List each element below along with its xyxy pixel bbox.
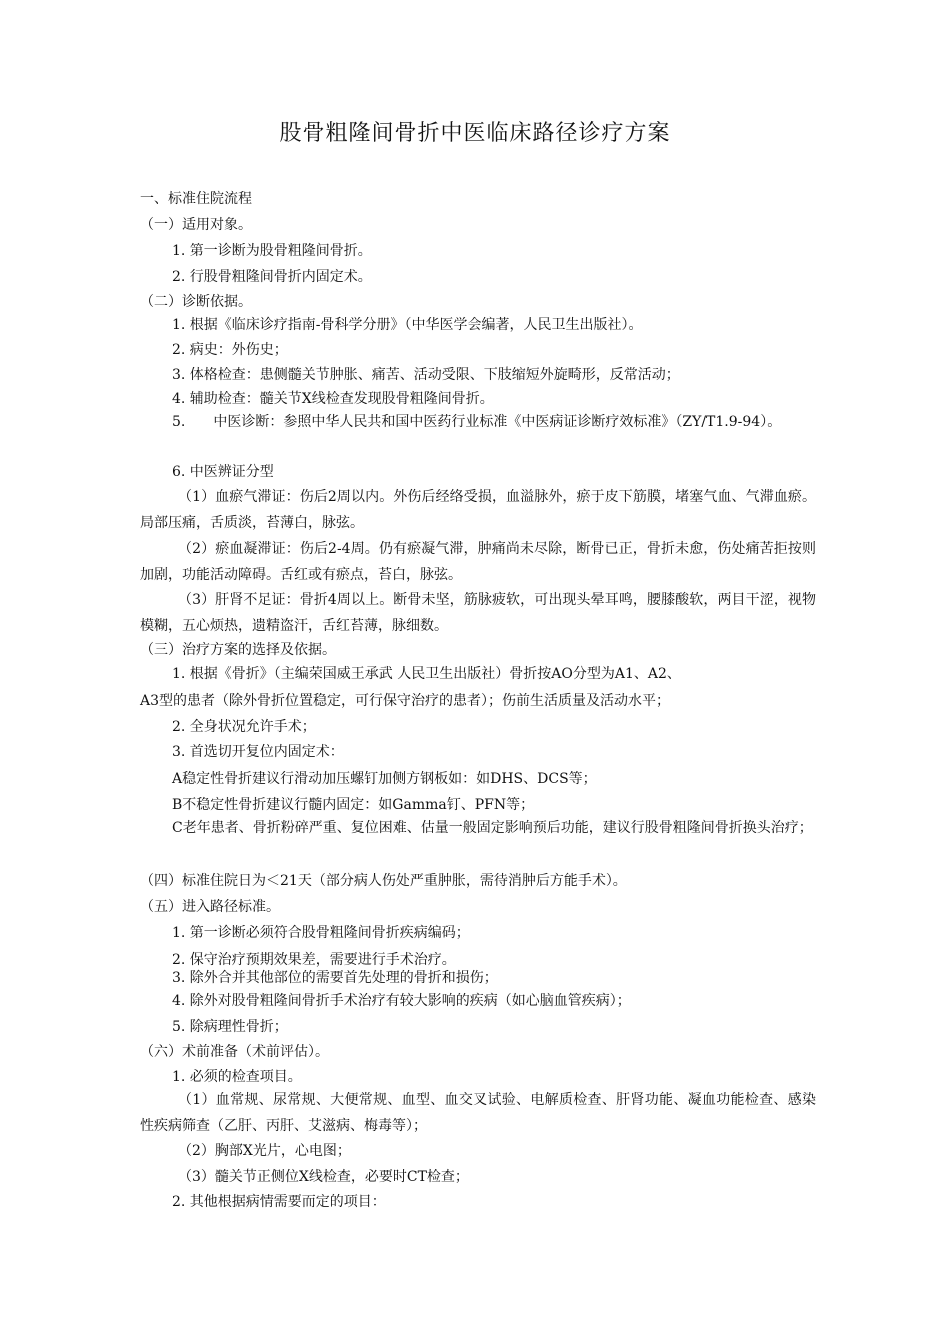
paragraph: （2）瘀血凝滞证：伤后2-4周。仍有瘀凝气滞，肿痛尚未尽除，断骨已正，骨折未愈，伤处痛苦拒按则加剧，功能活动障碍。舌红或有瘀点，苔白，脉弦。: [140, 541, 816, 583]
list-item-continued: A3型的患者（除外骨折位置稳定，可行保守治疗的患者）；伤前生活质量及活动水平；: [140, 693, 671, 709]
list-item: 1. 根据《骨折》（主编荣国威王承武 人民卫生出版社）骨折按AO分型为A1、A2、: [172, 666, 681, 682]
list-item: 6. 中医辨证分型: [172, 464, 274, 480]
subsection-heading: （三）治疗方案的选择及依据。: [140, 642, 336, 658]
subsection-heading: （二）诊断依据。: [140, 294, 252, 310]
list-item-paragraph: 5. 中医诊断：参照中华人民共和国中医药行业标准《中医病证诊断疗效标准》（ZY/T1.9-94）。: [172, 414, 782, 430]
list-item: 2. 病史：外伤史；: [172, 342, 288, 358]
list-item: 3. 除外合并其他部位的需要首先处理的骨折和损伤；: [172, 970, 498, 986]
list-item: A稳定性骨折建议行滑动加压螺钉加侧方钢板如：如DHS、DCS等；: [172, 771, 597, 787]
paragraph: （1）血常规、尿常规、大便常规、血型、血交叉试验、电解质检查、肝肾功能、凝血功能检查、感染性疾病筛查（乙肝、丙肝、艾滋病、梅毒等）；: [140, 1092, 816, 1134]
subsection-heading: （六）术前准备（术前评估）。: [140, 1044, 329, 1060]
list-item: 1. 第一诊断必须符合股骨粗隆间骨折疾病编码；: [172, 925, 470, 941]
list-item: （3）髓关节正侧位X线检查，必要时CT检查；: [178, 1169, 469, 1185]
list-item: 5. 除病理性骨折；: [172, 1019, 288, 1035]
list-item: 4. 辅助检查：髓关节X线检查发现股骨粗隆间骨折。: [172, 391, 494, 407]
document-title: 股骨粗隆间骨折中医临床路径诊疗方案: [279, 121, 671, 146]
list-item: 1. 根据《临床诊疗指南-骨科学分册》（中华医学会编著，人民卫生出版社）。: [172, 317, 643, 333]
list-item: 4. 除外对股骨粗隆间骨折手术治疗有较大影响的疾病（如心脑血管疾病）；: [172, 993, 631, 1009]
list-item: 2. 行股骨粗隆间骨折内固定术。: [172, 269, 372, 285]
subsection-heading: （四）标准住院日为＜21天（部分病人伤处严重肿胀，需待消肿后方能手术）。: [140, 873, 627, 889]
paragraph: （3）肝肾不足证：骨折4周以上。断骨未坚，筋脉疲软，可出现头晕耳鸣，腰膝酸软，两目干涩，视物模糊，五心烦热，遗精盗汗，舌红苔薄，脉细数。: [140, 592, 816, 634]
subsection-heading: （五）进入路径标准。: [140, 899, 280, 915]
paragraph: （1）血瘀气滞证：伤后2周以内。外伤后经络受损，血溢脉外，瘀于皮下筋膜，堵塞气血、气滞血瘀。局部压痛，舌质淡，苔薄白，脉弦。: [140, 489, 816, 531]
list-item: 1. 必须的检查项目。: [172, 1069, 302, 1085]
list-item: 1. 第一诊断为股骨粗隆间骨折。: [172, 243, 372, 259]
list-item: 3. 首选切开复位内固定术：: [172, 744, 344, 760]
list-item: 2. 全身状况允许手术；: [172, 719, 316, 735]
subsection-heading: （一）适用对象。: [140, 217, 252, 233]
list-item: （2）胸部X光片，心电图；: [178, 1143, 351, 1159]
section-heading: 一、标准住院流程: [140, 191, 252, 207]
paragraph: C老年患者、骨折粉碎严重、复位困难、估量一般固定影响预后功能，建议行股骨粗隆间骨折换头治疗；: [172, 820, 813, 836]
list-item: 3. 体格检查：患侧髓关节肿胀、痛苦、活动受限、下肢缩短外旋畸形，反常活动；: [172, 367, 680, 383]
list-item: 2. 其他根据病情需要而定的项目：: [172, 1194, 386, 1210]
list-item: 2. 保守治疗预期效果差，需要进行手术治疗。: [172, 952, 456, 968]
list-item: B不稳定性骨折建议行髓内固定：如Gamma钉、PFN等；: [172, 797, 535, 813]
